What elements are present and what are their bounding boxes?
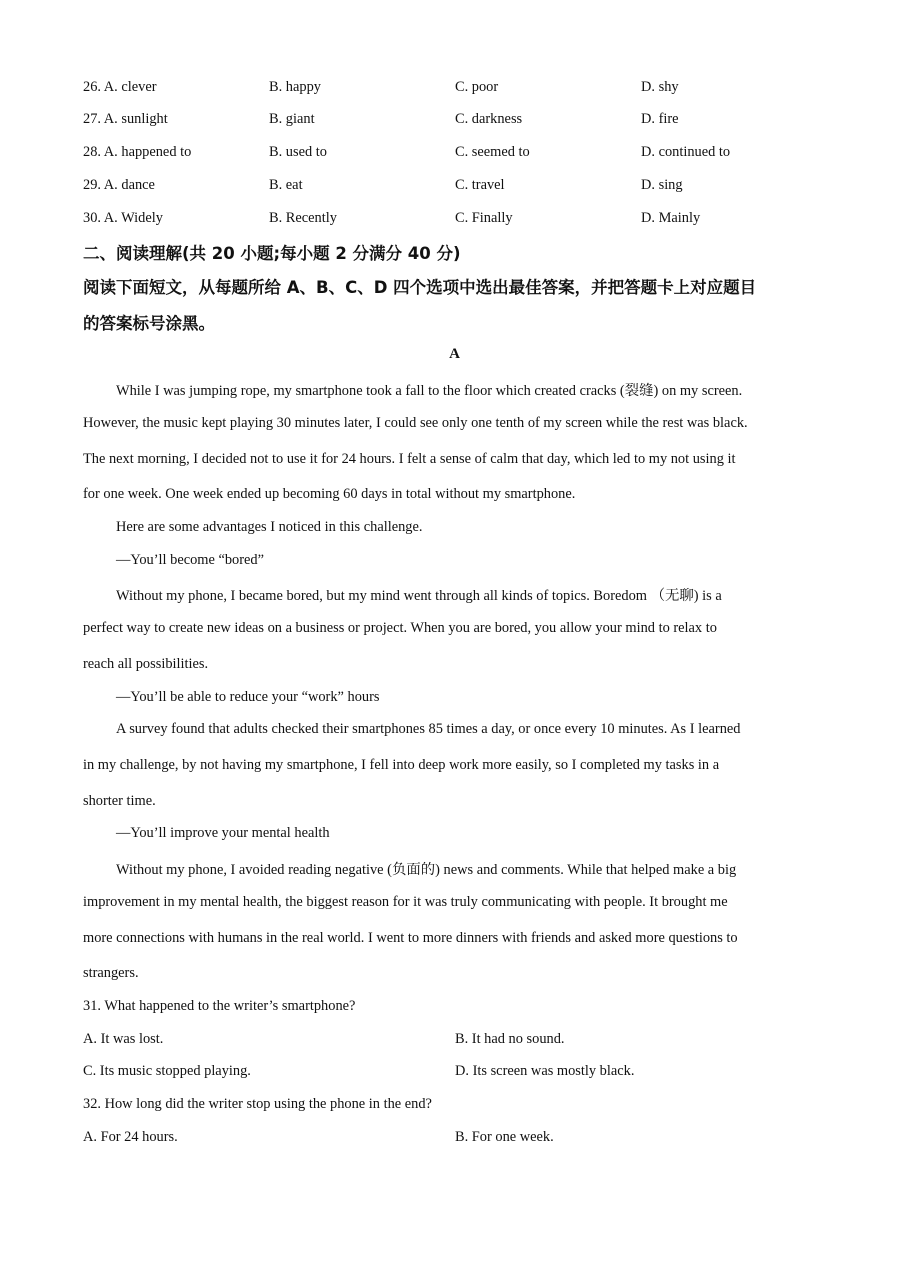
option-27-c: C. darkness	[455, 111, 523, 127]
option-29-a: 29. A. dance	[83, 177, 155, 193]
question-32-option-b: B. For one week.	[455, 1129, 554, 1145]
option-27-d: D. fire	[641, 111, 679, 127]
question-31-stem: 31. What happened to the writer’s smartphone?	[83, 998, 356, 1014]
option-28-a: 28. A. happened to	[83, 144, 192, 160]
option-30-d: D. Mainly	[641, 210, 701, 226]
passage-line: The next morning, I decided not to use it for 24 hours. I felt a sense of calm that day, which led to my not using it	[83, 451, 736, 467]
question-31-options-row-1	[83, 1031, 883, 1051]
section-instruction-line-2: 的答案标号涂黑。	[83, 314, 215, 333]
subheading-mental-health: —You’ll improve your mental health	[116, 825, 330, 841]
option-26-d: D. shy	[641, 79, 679, 95]
option-28-b: B. used to	[269, 144, 327, 160]
option-30-a: 30. A. Widely	[83, 210, 163, 226]
question-31-option-c: C. Its music stopped playing.	[83, 1063, 251, 1079]
passage-line: for one week. One week ended up becoming 60 days in total without my smartphone.	[83, 486, 576, 502]
section-instruction-line-1: 阅读下面短文，从每题所给 A、B、C、D 四个选项中选出最佳答案，并把答题卡上对应题目	[83, 278, 757, 297]
subheading-bored: —You’ll become “bored”	[116, 552, 265, 568]
question-31-option-a: A. It was lost.	[83, 1031, 164, 1047]
passage-line: Here are some advantages I noticed in this challenge.	[116, 519, 423, 535]
option-26-b: B. happy	[269, 79, 321, 95]
option-28-c: C. seemed to	[455, 144, 530, 160]
passage-line: in my challenge, by not having my smartphone, I fell into deep work more easily, so I completed my tasks in a	[83, 757, 720, 773]
question-31-option-d: D. Its screen was mostly black.	[455, 1063, 635, 1079]
option-28-d: D. continued to	[641, 144, 731, 160]
passage-title: A	[449, 346, 460, 362]
option-27-a: 27. A. sunlight	[83, 111, 168, 127]
question-32-options-row-1	[83, 1129, 883, 1149]
option-row-28	[83, 144, 883, 164]
option-row-29	[83, 177, 883, 197]
passage-line: perfect way to create new ideas on a business or project. When you are bored, you allow your mind to relax to	[83, 620, 717, 636]
option-29-c: C. travel	[455, 177, 505, 193]
option-30-c: C. Finally	[455, 210, 513, 226]
question-31-options-row-2	[83, 1063, 883, 1083]
section-heading: 二、阅读理解(共 20 小题;每小题 2 分满分 40 分)	[83, 244, 461, 263]
question-32-option-a: A. For 24 hours.	[83, 1129, 178, 1145]
passage-line: A survey found that adults checked their smartphones 85 times a day, or once every 10 minutes. As I learned	[116, 721, 741, 737]
option-26-a: 26. A. clever	[83, 79, 157, 95]
subheading-work-hours: —You’ll be able to reduce your “work” hours	[116, 689, 380, 705]
passage-line: strangers.	[83, 965, 139, 981]
question-31-option-b: B. It had no sound.	[455, 1031, 565, 1047]
option-29-d: D. sing	[641, 177, 683, 193]
passage-line: reach all possibilities.	[83, 656, 209, 672]
option-row-30	[83, 210, 883, 230]
passage-line: Without my phone, I became bored, but my mind went through all kinds of topics. Boredom （无聊) is a	[116, 588, 722, 604]
passage-line: However, the music kept playing 30 minutes later, I could see only one tenth of my screen while the rest was black.	[83, 415, 748, 431]
option-26-c: C. poor	[455, 79, 499, 95]
passage-line: shorter time.	[83, 793, 156, 809]
passage-line: more connections with humans in the real world. I went to more dinners with friends and asked more questions to	[83, 930, 738, 946]
passage-line: Without my phone, I avoided reading negative (负面的) news and comments. While that helped make a big	[116, 862, 737, 878]
question-32-stem: 32. How long did the writer stop using the phone in the end?	[83, 1096, 432, 1112]
passage-line: While I was jumping rope, my smartphone took a fall to the floor which created cracks (裂缝) on my screen.	[116, 383, 743, 399]
option-29-b: B. eat	[269, 177, 303, 193]
option-row-26	[83, 79, 883, 99]
option-27-b: B. giant	[269, 111, 315, 127]
passage-line: improvement in my mental health, the biggest reason for it was truly communicating with people. It brought me	[83, 894, 728, 910]
option-30-b: B. Recently	[269, 210, 337, 226]
option-row-27	[83, 111, 883, 131]
